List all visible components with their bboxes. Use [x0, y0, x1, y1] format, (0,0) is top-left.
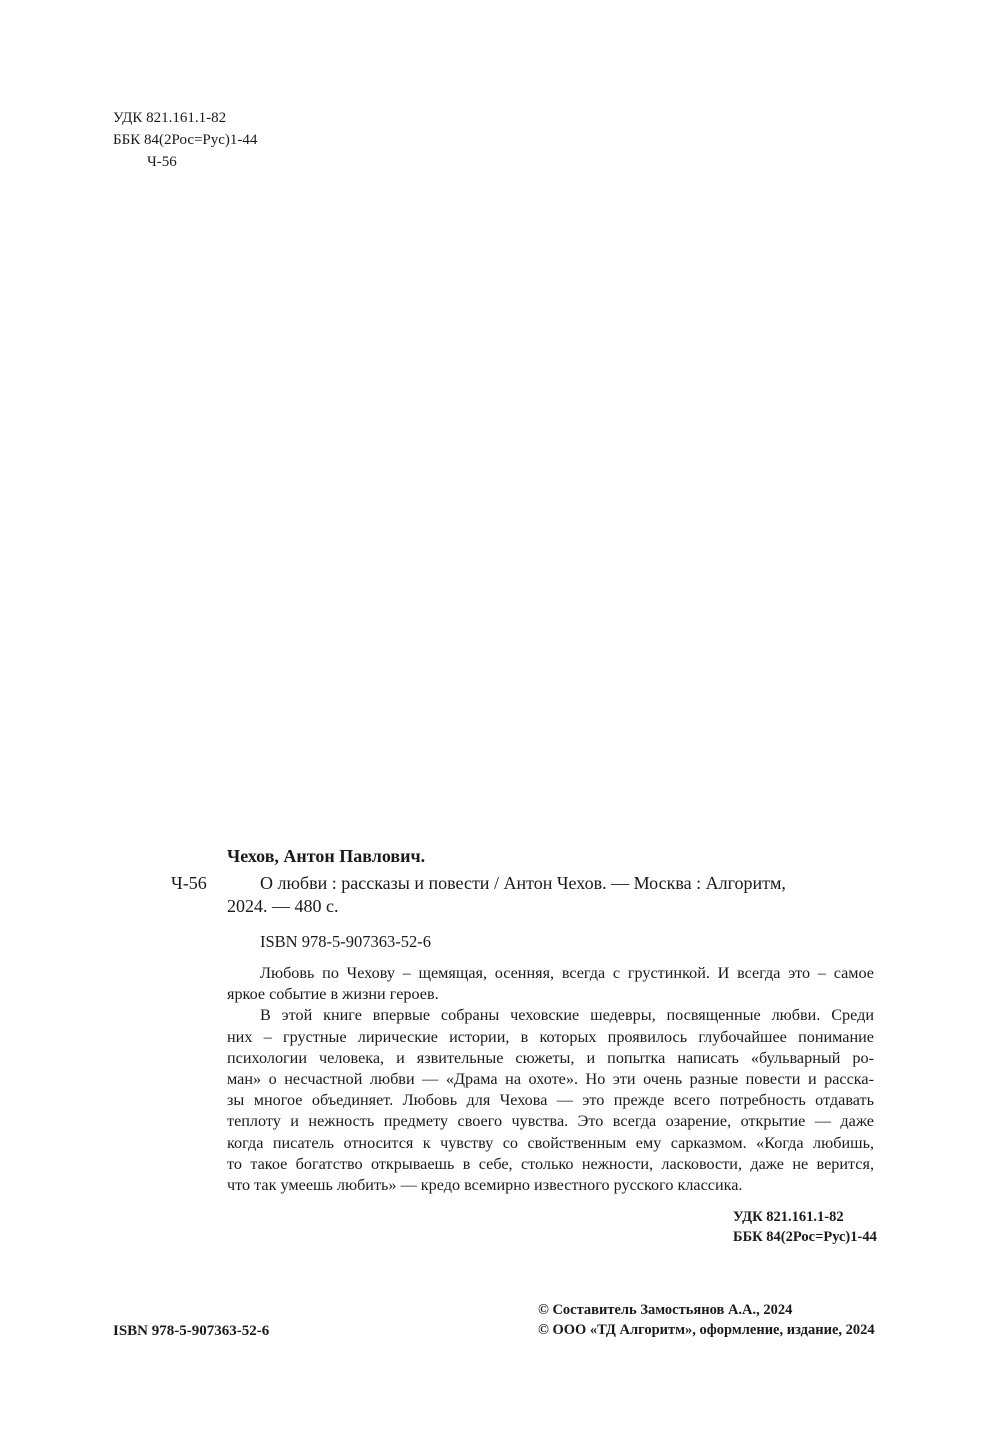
- annotation-p2-line: что так умеешь любить» — кредо всемирно известного русского классика.: [227, 1176, 743, 1195]
- copyright-publisher: © ООО «ТД Алгоритм», оформление, издание, 2024: [538, 1322, 875, 1338]
- annotation-p2-line: теплоту и нежность предмету своего чувства. Это всегда озарение, открытие — даже: [227, 1112, 874, 1131]
- title-line-1: О любви : рассказы и повести / Антон Чехов. — Москва : Алгоритм,: [260, 873, 786, 893]
- annotation: [227, 963, 874, 1196]
- udk-code-bottom: УДК 821.161.1-82: [733, 1209, 844, 1225]
- isbn-record: ISBN 978-5-907363-52-6: [260, 932, 431, 951]
- annotation-p2-line: них – грустные лирические истории, в которых проявилось глубочайшее понимание: [227, 1027, 874, 1046]
- annotation-p2-line: то такое богатство открываешь в себе, столько нежности, ласковости, даже не верится,: [227, 1154, 874, 1173]
- author-heading: Чехов, Антон Павлович.: [227, 846, 426, 866]
- annotation-p1-line: яркое событие в жизни героев.: [227, 985, 439, 1004]
- annotation-p2-line: психологии человека, и язвительные сюжеты, и попытка написать «бульварный ро-: [227, 1048, 874, 1067]
- copyright-compiler: © Составитель Замостьянов А.А., 2024: [538, 1302, 793, 1318]
- author-sign-code: Ч-56: [147, 154, 177, 170]
- annotation-p2-line: зы многое объединяет. Любовь для Чехова — это прежде всего потребность отдавать: [227, 1091, 874, 1110]
- isbn-footer: ISBN 978-5-907363-52-6: [113, 1323, 270, 1339]
- annotation-p2-line: В этой книге впервые собраны чеховские шедевры, посвященные любви. Среди: [260, 1006, 874, 1025]
- udk-code: УДК 821.161.1-82: [113, 110, 227, 126]
- annotation-p2-line: ман» о несчастной любви — «Драма на охоте». Но эти очень разные повести и расска-: [227, 1070, 874, 1089]
- annotation-p1-line: Любовь по Чехову – щемящая, осенняя, всегда с грустинкой. И всегда это – самое: [260, 964, 874, 982]
- bbk-code-bottom: ББК 84(2Рос=Рус)1-44: [733, 1229, 877, 1245]
- author-sign-side: Ч-56: [171, 873, 207, 893]
- annotation-p2-line: когда писатель относится к чувству со свойственным ему сарказмом. «Когда любишь,: [227, 1133, 874, 1152]
- bbk-code: ББК 84(2Рос=Рус)1-44: [113, 132, 258, 148]
- title-line-2: 2024. — 480 с.: [227, 896, 339, 916]
